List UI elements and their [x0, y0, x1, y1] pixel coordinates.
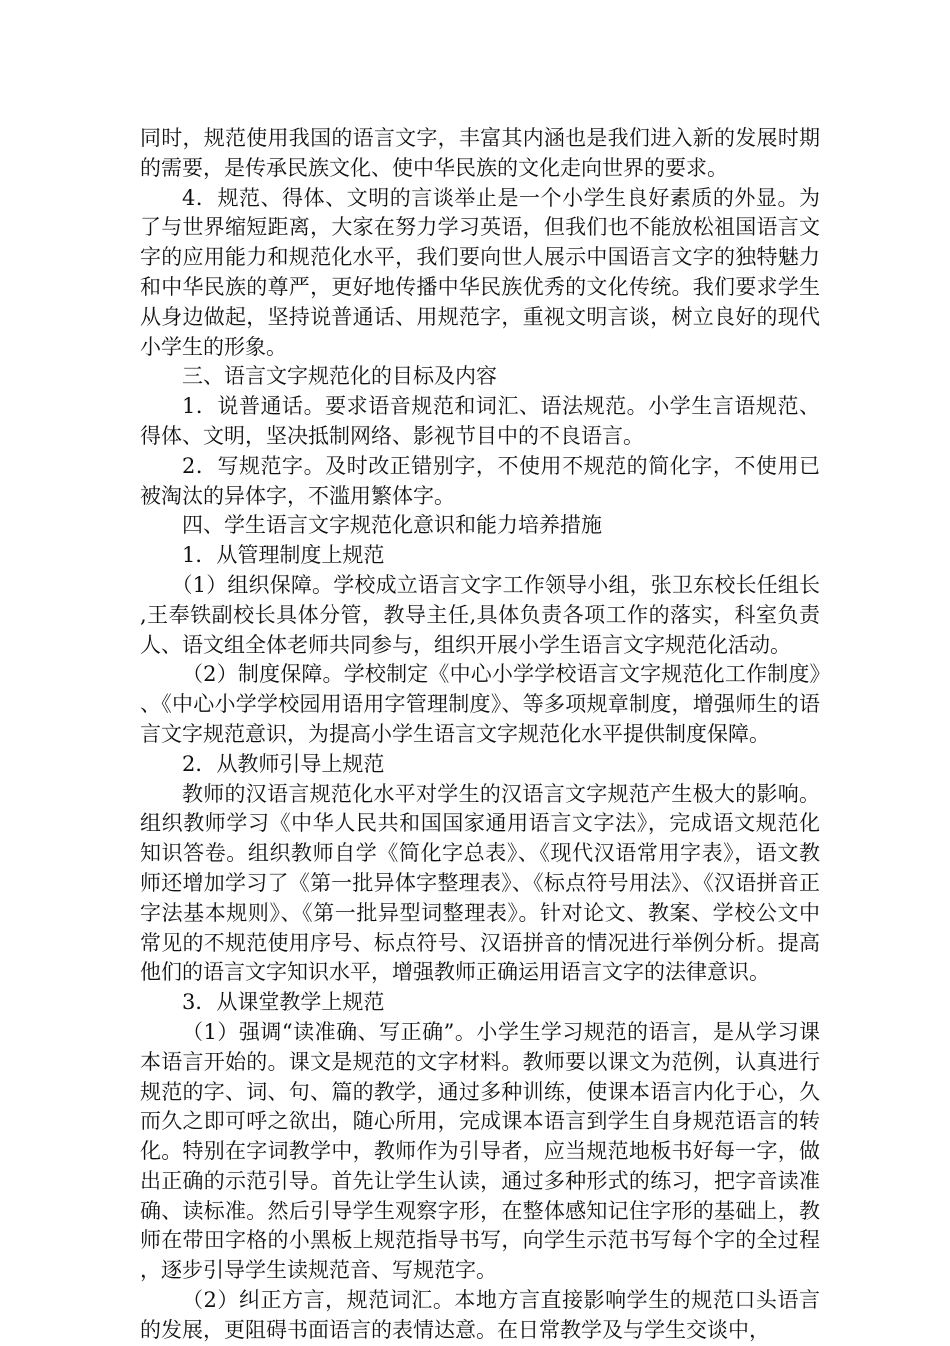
subheading-teacher: 2．从教师引导上规范: [182, 751, 385, 776]
paragraph-item-4: 4．规范、得体、文明的言谈举止是一个小学生良好素质的外显。为了与世界缩短距离，大家在努力学习英语，但我们也不能放松祖国语言文字的应用能力和规范化水平，我们要向世人展示中国语言文字的独特魅力和中华民族的尊严，更好地传播中华民族优秀的文化传统。我们要求学生从身边做起，坚持说普通话、用规范字，重视文明言谈，树立良好的现代小学生的形象。: [140, 185, 820, 359]
paragraph-organization: （1）组织保障。学校成立语言文字工作领导小组，张卫东校长任组长,王奉铁副校长具体分管，教导主任,具体负责各项工作的落实，科室负责人、语文组全体老师共同参与，组织开展小学生语言文字规范化活动。: [140, 572, 820, 657]
paragraph-teacher: 教师的汉语言规范化水平对学生的汉语言文字规范产生极大的影响。组织教师学习《中华人民共和国国家通用语言文字法》，完成语文规范化知识答卷。组织教师自学《简化字总表》、《现代汉语常用字表》，语文教师还增加学习了《第一批异体字整理表》、《标点符号用法》、《汉语拼音正字法基本规则》、《第一批异型词整理表》。针对论文、教案、学校公文中常见的不规范使用序号、标点符号、汉语拼音的情况进行举例分析。提高他们的语言文字知识水平，增强教师正确运用语言文字的法律意识。: [140, 781, 820, 985]
document-body: [140, 124, 820, 1346]
paragraph-goal-2: 2．写规范字。及时改正错别字，不使用不规范的简化字，不使用已被淘汰的异体字，不滥用繁体字。: [140, 453, 820, 508]
section-heading-3: 三、语言文字规范化的目标及内容: [182, 364, 497, 389]
section-heading-4: 四、学生语言文字规范化意识和能力培养措施: [182, 513, 602, 538]
subheading-classroom: 3．从课堂教学上规范: [182, 990, 385, 1015]
subheading-management: 1．从管理制度上规范: [182, 543, 385, 568]
paragraph-regulation: （2）制度保障。学校制定《中心小学学校语言文字规范化工作制度》、《中心小学学校园用语用字管理制度》、等多项规章制度，增强师生的语言文字规范意识，为提高小学生语言文字规范化水平提供制度保障。: [140, 662, 820, 746]
paragraph-classroom-1: （1）强调“读准确、写正确”。小学生学习规范的语言，是从学习课本语言开始的。课文是规范的文字材料。教师要以课文为范例，认真进行规范的字、词、句、篇的教学，通过多种训练，使课本语言内化于心，久而久之即可呼之欲出，随心所用，完成课本语言到学生自身规范语言的转化。特别在字词教学中，教师作为引导者，应当规范地板书好每一字，做出正确的示范引导。首先让学生认读，通过多种形式的练习，把字音读准确、读标准。然后引导学生观察字形，在整体感知记住字形的基础上，教师在带田字格的小黑板上规范指导书写，向学生示范书写每个字的全过程，逐步引导学生读规范音、写规范字。: [140, 1019, 820, 1283]
paragraph-goal-1: 1．说普通话。要求语音规范和词汇、语法规范。小学生言语规范、得体、文明，坚决抵制网络、影视节目中的不良语言。: [140, 394, 820, 448]
paragraph-classroom-2: （2）纠正方言，规范词汇。本地方言直接影响学生的规范口头语言的发展，更阻碍书面语言的表情达意。在日常教学及与学生交谈中，: [140, 1288, 820, 1342]
paragraph-continuation: 同时，规范使用我国的语言文字，丰富其内涵也是我们进入新的发展时期的需要，是传承民族文化、使中华民族的文化走向世界的要求。: [140, 126, 820, 180]
